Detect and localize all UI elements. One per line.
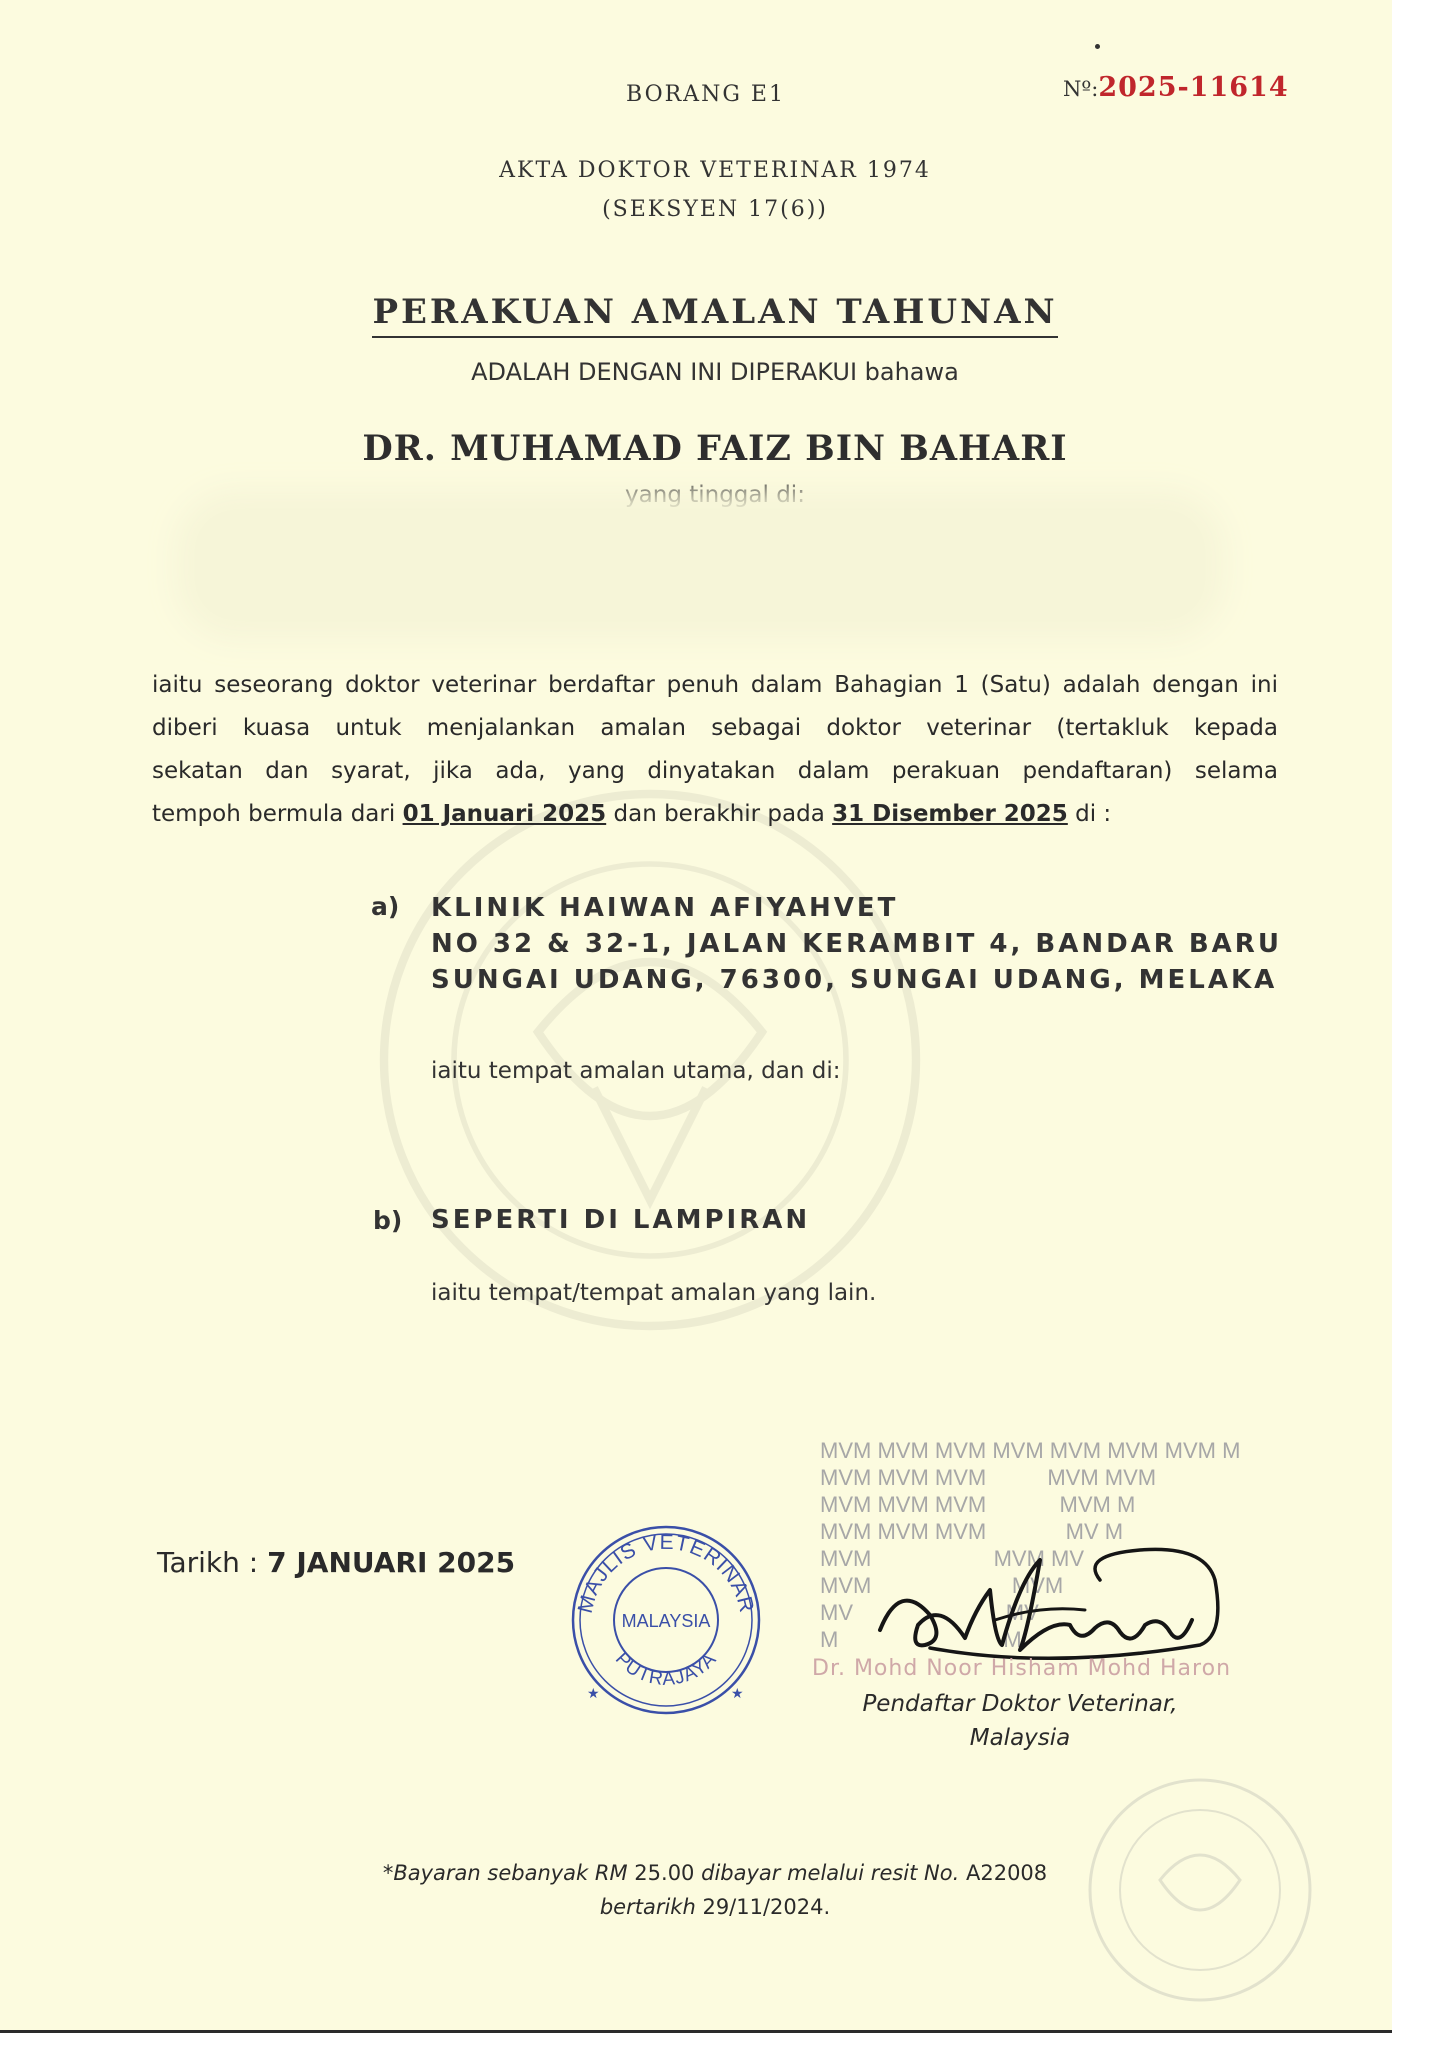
date-value: 7 JANUARI 2025 [267, 1546, 516, 1579]
seal-bottom-text: PUTRAJAYA [610, 1648, 722, 1690]
clinic-name: KLINIK HAIWAN AFIYAHVET [431, 893, 899, 923]
svg-text:★: ★ [587, 1686, 600, 1702]
mvm-row: MVM MVM MVM MVM MVM [820, 1465, 1157, 1490]
body-line-2: diberi kuasa untuk menjalankan amalan sebagai doktor veterinar (tertakluk kepada [152, 715, 1278, 741]
end-date: 31 Disember 2025 [832, 801, 1068, 827]
holder-name: DR. MUHAMAD FAIZ BIN BAHARI [362, 428, 1068, 469]
certificate-number [1063, 72, 1289, 103]
document-title: PERAKUAN AMALAN TAHUNAN [372, 292, 1057, 338]
redacted-address [195, 510, 1205, 620]
address-line-2: SUNGAI UDANG, 76300, SUNGAI UDANG, MELAKA [431, 965, 1278, 995]
mvm-row: MVM MVM MV [820, 1546, 1085, 1571]
period-middle: dan berakhir pada [613, 801, 825, 827]
start-date: 01 Januari 2025 [402, 801, 607, 827]
payment-dated-value: 29/11/2024. [702, 1895, 831, 1919]
main-practice-note: iaitu tempat amalan utama, dan di: [431, 1058, 841, 1084]
residing-label: yang tinggal di: [625, 482, 805, 508]
other-practice-note: iaitu tempat/tempat amalan yang lain. [431, 1280, 877, 1306]
certify-line: ADALAH DENGAN INI DIPERAKUI bahawa [471, 358, 959, 386]
item-b-label: b) [373, 1206, 403, 1235]
item-a-label: a) [371, 892, 400, 921]
address-line-1: NO 32 & 32-1, JALAN KERAMBIT 4, BANDAR BARU [431, 929, 1282, 959]
number-prefix: Nº: [1063, 77, 1099, 101]
signature-icon [870, 1520, 1230, 1670]
ink-dot [1095, 44, 1100, 49]
registrar-role-line-1: Pendaftar Doktor Veterinar, [862, 1691, 1178, 1717]
svg-text:★: ★ [731, 1686, 744, 1702]
mvm-row: MVM MVM MVM MVM MVM MVM MVM M [820, 1438, 1241, 1463]
official-seal-icon [563, 1520, 768, 1718]
other-practice-value: SEPERTI DI LAMPIRAN [431, 1205, 811, 1235]
registrar-title [790, 1687, 1250, 1755]
page-bottom-edge [0, 2030, 1392, 2033]
payment-line-1 [0, 1856, 1392, 1890]
main-practice-address [431, 890, 1282, 998]
period-prefix: tempoh bermula dari [152, 801, 396, 827]
body-line-3: sekatan dan syarat, jika ada, yang dinyatakan dalam perakuan pendaftaran) selama [152, 758, 1278, 784]
page-margin-right [1392, 0, 1446, 2048]
issue-date [157, 1546, 515, 1579]
registrar-name: Dr. Mohd Noor Hisham Mohd Haron [812, 1656, 1232, 1681]
payment-receipt: A22008 [965, 1861, 1048, 1885]
payment-note [0, 1856, 1392, 1924]
payment-middle: dibayar melalui resit No. [701, 1861, 960, 1885]
mvm-row: MV MV [820, 1600, 1039, 1625]
registrar-role-line-2: Malaysia [969, 1725, 1071, 1751]
svg-text:PUTRAJAYA [611, 1649, 721, 1690]
number-value: 2025-11614 [1098, 72, 1289, 103]
form-label: BORANG E1 [626, 82, 785, 107]
body-line-4 [152, 793, 1278, 836]
payment-amount: 25.00 [634, 1861, 695, 1885]
act-title: AKTA DOKTOR VETERINAR 1974 [499, 158, 931, 183]
period-suffix: di : [1075, 801, 1112, 827]
body-line-1: iaitu seseorang doktor veterinar berdaftar penuh dalam Bahagian 1 (Satu) adalah dengan ini [152, 672, 1278, 698]
title-wrapper [0, 292, 1392, 338]
act-section: (SEKSYEN 17(6)) [602, 197, 828, 222]
mvm-row: MVM MVM [820, 1573, 1064, 1598]
mvm-row: M M [820, 1627, 1022, 1652]
date-label: Tarikh : [157, 1546, 259, 1579]
payment-prefix: *Bayaran sebanyak RM [382, 1861, 628, 1885]
body-paragraph [152, 664, 1278, 836]
payment-dated-label: bertarikh [599, 1895, 696, 1919]
svg-text:MAJLIS VETERINAR [574, 1531, 759, 1616]
mvm-row: MVM MVM MVM MVM M [820, 1492, 1136, 1517]
mvm-row: MVM MVM MVM MV M [820, 1519, 1124, 1544]
seal-top-text: MAJLIS VETERINAR [573, 1530, 759, 1616]
payment-line-2 [0, 1890, 1392, 1924]
seal-center-text: MALAYSIA [621, 1611, 711, 1631]
